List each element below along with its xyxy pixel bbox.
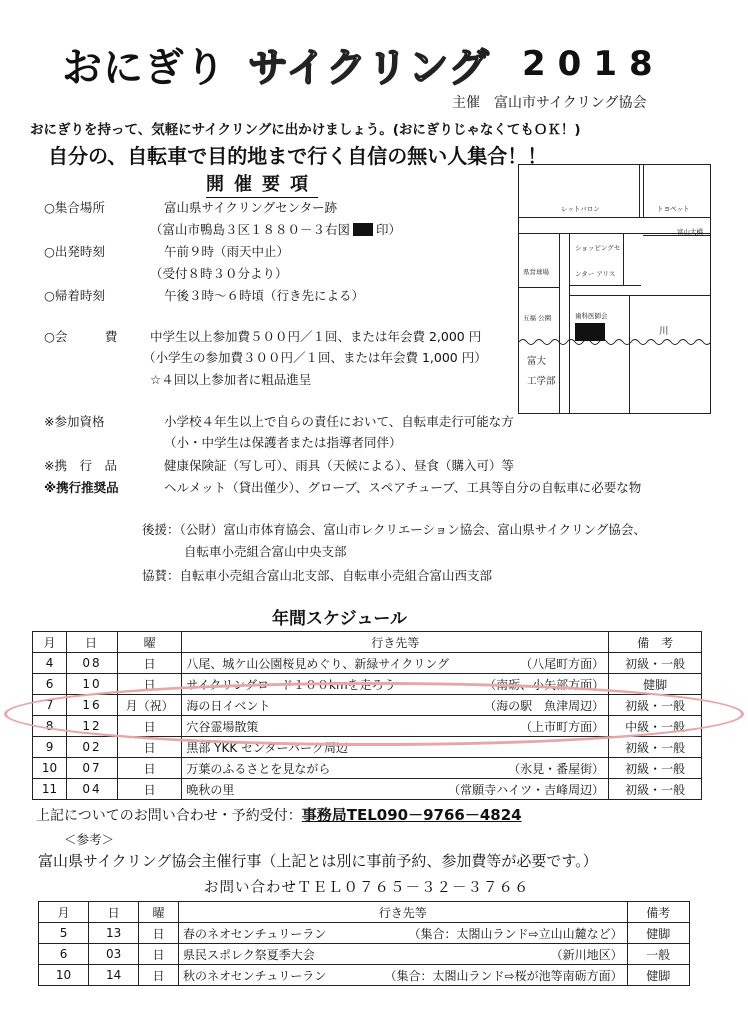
access-map [518, 164, 711, 414]
map-redaction [575, 323, 605, 341]
col-month: 月 [33, 632, 67, 653]
support-line1: 後援：（公財）富山市体育協会、富山市レクリエーション協会、富山県サイクリング協会、 [142, 522, 646, 537]
redaction-mark [353, 223, 373, 236]
contact-line [36, 804, 522, 825]
cell-month: 5 [39, 923, 89, 944]
highlight-ellipse [4, 682, 744, 746]
eligibility: 小学校４年生以上で自らの責任において、自転車走行可能な方 [164, 414, 514, 429]
col-weekday: 曜 [139, 902, 179, 923]
cell-month: 9 [33, 737, 67, 758]
col-day: 日 [89, 902, 139, 923]
table-row [33, 779, 702, 800]
destination-text: 海の日イベント [186, 698, 271, 713]
destination-text: 秋のネオセンチュリーラン [182, 968, 327, 983]
cell-month: 10 [33, 758, 67, 779]
cell-month: 6 [39, 944, 89, 965]
cell-day: 16 [67, 695, 118, 716]
destination-area: （海の駅 魚津周辺） [484, 698, 605, 713]
map-label: 工学部 [527, 376, 556, 387]
map-road-line [569, 233, 570, 413]
cell-destination [178, 923, 627, 944]
destination-text: 県民スポレク祭夏季大会 [182, 947, 315, 962]
cell-note: 一般 [627, 944, 689, 965]
cell-note: 中級・一般 [609, 716, 702, 737]
departure-label: ○出発時刻 [44, 244, 105, 259]
cell-day: 03 [89, 944, 139, 965]
eligibility-note: （小・中学生は保護者または指導者同伴） [164, 435, 402, 450]
destination-area: （氷見・番屋街） [508, 761, 605, 776]
cell-note: 健脚 [627, 923, 689, 944]
destination-text: 八尾、城ケ山公園桜見めぐり、新緑サイクリング [186, 656, 450, 671]
meeting-place-label: ○集合場所 [44, 200, 105, 215]
fee-label: ○会 費 [44, 329, 118, 344]
cell-day: 07 [67, 758, 118, 779]
destination-area: （新川地区） [550, 947, 623, 962]
cell-month: 11 [33, 779, 67, 800]
cell-weekday: 日 [118, 758, 182, 779]
destination-area: （集合：太閤山ランド⇨桜が池等南砺方面） [384, 968, 623, 983]
items-label: ※携 行 品 [44, 458, 117, 473]
meeting-place-note-text: （富山市鴨島３区１８８０－３右図 [150, 222, 351, 237]
cell-note: 健脚 [609, 674, 702, 695]
map-road-line [569, 295, 710, 296]
map-road-line [623, 233, 624, 285]
destination-area: （集合：太閤山ランド⇨立山山麓など） [408, 926, 623, 941]
cell-day: 10 [67, 674, 118, 695]
cell-day: 02 [67, 737, 118, 758]
contact-phone: 事務局TEL090－9766－4824 [301, 806, 522, 824]
cell-weekday: 日 [139, 965, 179, 986]
map-label: トヨペット [657, 205, 690, 213]
map-label: レットバロン [561, 205, 600, 213]
map-label: 五福 公園 [523, 314, 552, 322]
map-road-line [629, 295, 630, 413]
map-road-line [569, 285, 641, 286]
col-day: 日 [67, 632, 118, 653]
cell-destination [182, 758, 609, 779]
cell-note: 初級・一般 [609, 653, 702, 674]
map-label: ショッピングセ [575, 244, 621, 252]
items: 健康保険証（写し可）、雨具（天候による）、昼食（購入可）等 [164, 458, 515, 473]
destination-text: 晩秋の里 [186, 782, 235, 797]
cell-note: 初級・一般 [609, 737, 702, 758]
destination-area: （上市町方面） [520, 719, 605, 734]
map-road-line [639, 165, 640, 217]
destination-area: （南砺、小矢部方面） [484, 677, 605, 692]
table-row [39, 944, 690, 965]
col-destination: 行き先等 [182, 632, 609, 653]
destination-text: サイクリングロード１００kmを走ろう [186, 677, 396, 692]
return-label: ○帰着時刻 [44, 288, 105, 303]
reception-time: （受付８時３０分より） [150, 266, 288, 281]
cell-weekday: 日 [118, 674, 182, 695]
meeting-place-note [150, 220, 401, 238]
destination-area: （常願寺ハイツ・吉峰周辺） [448, 782, 605, 797]
return-time: 午後３時～６時頃（行き先による） [164, 288, 365, 303]
cell-weekday: 日 [118, 716, 182, 737]
table-row [39, 965, 690, 986]
cell-month: 8 [33, 716, 67, 737]
cell-note: 初級・一般 [609, 779, 702, 800]
col-month: 月 [39, 902, 89, 923]
col-weekday: 曜 [118, 632, 182, 653]
destination-text: 万葉のふるさとを見ながら [186, 761, 331, 776]
destination-text: 黒部 YKK センターパーク周辺 [186, 740, 348, 755]
col-destination: 行き先等 [178, 902, 627, 923]
reference-header-row [39, 902, 690, 923]
reference-heading: 富山県サイクリング協会主催行事（上記とは別に事前予約、参加費等が必要です。） [38, 852, 598, 870]
map-label: 県営球場 [523, 268, 549, 276]
destination-text: 春のネオセンチュリーラン [182, 926, 327, 941]
support-line2: 自転車小売組合富山中央支部 [184, 544, 347, 559]
cell-weekday: 日 [118, 653, 182, 674]
map-river [519, 337, 710, 347]
cell-month: 6 [33, 674, 67, 695]
cell-day: 12 [67, 716, 118, 737]
cell-destination [182, 779, 609, 800]
table-row [39, 923, 690, 944]
recommended-label: ※携行推奨品 [44, 480, 119, 495]
col-notes: 備考 [627, 902, 689, 923]
title-cycling: サイクリング [248, 45, 490, 91]
map-label: 富大 [527, 356, 547, 367]
destination-area: （八尾町方面） [520, 656, 605, 671]
map-road-line [559, 233, 560, 413]
table-row [33, 653, 702, 674]
recommended: ヘルメット（貸出僅少）、グローブ、スペアチューブ、工具等自分の自転車に必要な物 [164, 480, 642, 495]
cell-weekday: 日 [118, 779, 182, 800]
cell-weekday: 日 [139, 923, 179, 944]
cell-day: 14 [89, 965, 139, 986]
cell-destination [178, 944, 627, 965]
headline: 自分の、自転車で目的地まで行く自信の無い人集合！！ [48, 144, 548, 168]
cell-weekday: 月（祝） [118, 695, 182, 716]
cell-month: 4 [33, 653, 67, 674]
cell-day: 04 [67, 779, 118, 800]
cell-destination [178, 965, 627, 986]
organizer: 主催 富山市サイクリング協会 [452, 95, 647, 111]
map-label: 川 [659, 326, 669, 337]
meeting-place: 富山県サイクリングセンター跡 [164, 200, 338, 215]
destination-text: 穴谷霊場散策 [186, 719, 259, 734]
tagline: おにぎりを持って、気軽にサイクリングに出かけましょう。(おにぎりじゃなくてもＯＫ！) [30, 122, 581, 138]
table-row [33, 758, 702, 779]
cell-month: 10 [39, 965, 89, 986]
reference-phone: お問い合わせＴＥＬ０７６５－３２－３７６６ [204, 880, 530, 896]
departure-time: 午前９時（雨天中止） [164, 244, 290, 259]
schedule-title: 年間スケジュール [272, 609, 407, 629]
cell-note: 健脚 [627, 965, 689, 986]
map-label: 富山大橋 [677, 228, 703, 236]
schedule-header-row [33, 632, 702, 653]
cell-note: 初級・一般 [609, 695, 702, 716]
reference-note: ＜参考＞ [64, 832, 115, 847]
contact-text: 上記についてのお問い合わせ・予約受付： [36, 808, 302, 824]
meeting-place-note-end: 印） [376, 222, 402, 237]
col-notes: 備 考 [609, 632, 702, 653]
map-label: ンター アリス [575, 270, 616, 278]
section-title: 開催要項 [206, 170, 318, 198]
map-road-line [519, 217, 710, 218]
title-year: 2018 [522, 44, 665, 84]
cell-weekday: 日 [139, 944, 179, 965]
title-onigiri: おにぎり [62, 45, 226, 91]
cell-month: 7 [33, 695, 67, 716]
map-label: 歯科医師会 [575, 312, 608, 320]
cell-day: 08 [67, 653, 118, 674]
cell-weekday: 日 [118, 737, 182, 758]
fee-kids: （小学生の参加費３００円／１回、または年会費 1,000 円） [143, 350, 487, 365]
cell-note: 初級・一般 [609, 758, 702, 779]
reference-table [38, 901, 690, 986]
cell-destination [182, 653, 609, 674]
fee-main: 中学生以上参加費５００円／１回、または年会費 2,000 円 [150, 329, 482, 344]
map-road-line [519, 287, 559, 288]
cosponsor: 協賛：自転車小売組合富山北支部、自転車小売組合富山西支部 [142, 568, 493, 583]
cell-day: 13 [89, 923, 139, 944]
fee-bonus: ☆４回以上参加者に粗品進呈 [150, 372, 312, 387]
map-road-line [643, 165, 644, 217]
eligibility-label: ※参加資格 [44, 414, 105, 429]
